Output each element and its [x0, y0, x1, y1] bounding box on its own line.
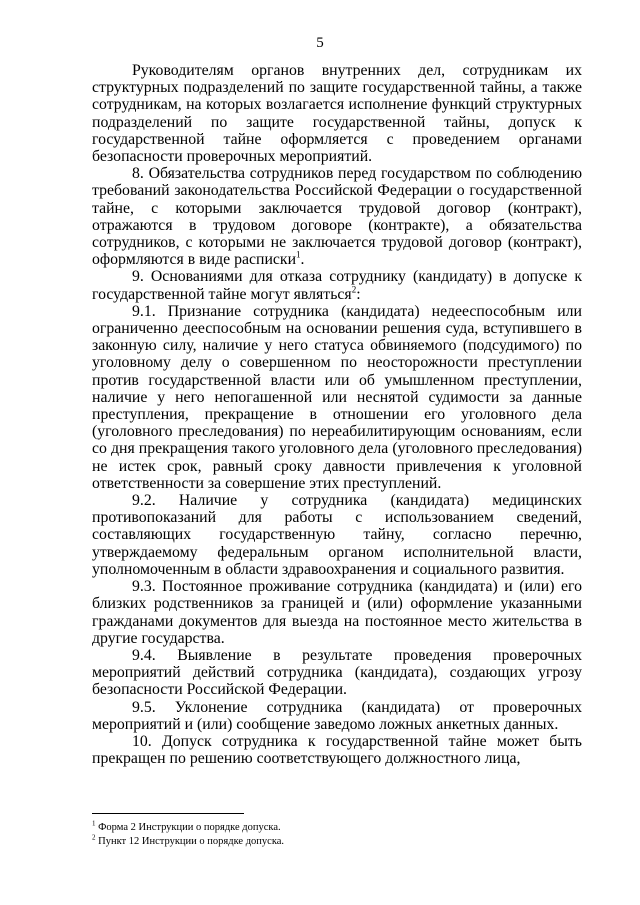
paragraph-intro — [92, 62, 582, 165]
paragraph-text: 10. Допуск сотрудника к государственной тайне может быть прекращен по решению соответствующего должностного лица, — [92, 732, 582, 768]
paragraph-text: 9.4. Выявление в результате проведения проверочных мероприятий действий сотрудника (кандидата), создающих угрозу безопасности Российской Федерации. — [92, 646, 582, 699]
paragraph-text: 9.2. Наличие у сотрудника (кандидата) медицинских противопоказаний для работы с использованием сведений, составляющих государственную тайну, согласно перечню, утверждаемому федеральным органом исполнительной власти, уполномоченным в области здравоохранения и социального развития. — [92, 492, 582, 578]
footnote-ref-2: 2 — [351, 284, 357, 295]
footnote-mark: 1 — [92, 819, 96, 828]
paragraph-text: 9.1. Признание сотрудника (кандидата) недееспособным или ограниченно дееспособным на основании решения суда, вступившего в законную силу, наличие у него статуса обвиняемого (подсудимого) по уголовному делу о совершенном по неосторожности преступлении против государственной власти или об умышленном преступлении, наличие у него непогашенной или неснятой судимости за данные преступления, прекращение в отношении его уголовного дела (уголовного преследования) по нереабилитирующим основаниям, если со дня прекращения такого уголовного дела (уголовного преследования) не истек срок, равный сроку давности привлечения к уголовной ответственности за совершение этих преступлений. — [92, 302, 582, 492]
paragraph-9 — [92, 268, 582, 302]
footnote-mark: 2 — [92, 833, 96, 842]
paragraph-8 — [92, 165, 582, 268]
paragraph-tail: : — [356, 285, 361, 303]
paragraph-text: 9.5. Уклонение сотрудника (кандидата) от проверочных мероприятий и (или) сообщение заведомо ложных анкетных данных. — [92, 698, 582, 733]
footnote-1 — [92, 821, 582, 835]
footnote-ref-1: 1 — [296, 249, 301, 260]
paragraph-9-3 — [92, 578, 582, 647]
body-text — [92, 62, 582, 767]
footnote-divider — [92, 813, 244, 814]
footnote-text: Пункт 12 Инструкции о порядке допуска. — [95, 836, 285, 847]
paragraph-text: 9.3. Постоянное проживание сотрудника (кандидата) и (или) его близких родственников за границей и (или) оформление указанными гражданами документов для выезда на постоянное место жительства в другие государства. — [92, 578, 582, 647]
page-number: 5 — [316, 35, 324, 51]
paragraph-text: 8. Обязательства сотрудников перед государством по соблюдению требований законодательства Российской Федерации о государственной тайне, с которыми заключается трудовой договор (контракт), отражаются в трудовом договоре (контракте), а обязательства сотрудников, с которыми не заключается трудовой договор (контракт), оформляются в виде расписки — [92, 165, 582, 269]
paragraph-9-1 — [92, 303, 582, 492]
paragraph-9-4 — [92, 647, 582, 699]
paragraph-text: 9. Основаниями для отказа сотруднику (кандидату) в допуске к государственной тайне могут являться — [92, 268, 582, 303]
paragraph-9-2 — [92, 492, 582, 578]
footnotes — [92, 821, 582, 849]
paragraph-9-5 — [92, 699, 582, 733]
paragraph-10 — [92, 733, 582, 767]
footnote-text: Форма 2 Инструкции о порядке допуска. — [95, 822, 281, 833]
paragraph-text: Руководителям органов внутренних дел, сотрудникам их структурных подразделений по защите государственной тайны, а также сотрудникам, на которых возлагается исполнение функций структурных подразделений по защите государственной тайны, допуск к государственной тайне оформляется с проведением органами безопасности проверочных мероприятий. — [92, 62, 582, 166]
footnote-2 — [92, 835, 582, 849]
paragraph-tail: . — [300, 251, 305, 269]
